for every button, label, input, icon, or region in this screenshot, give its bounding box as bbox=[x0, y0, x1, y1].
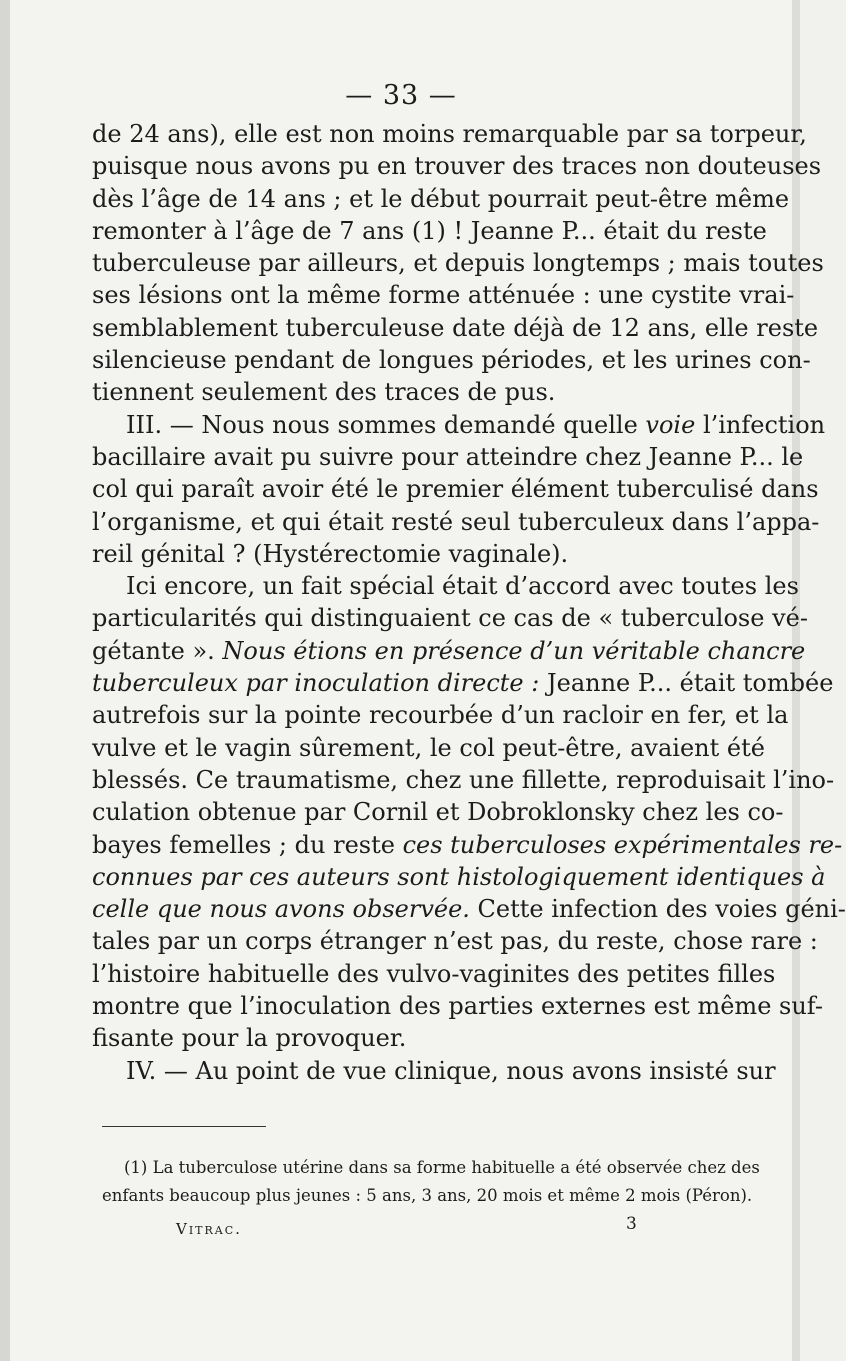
text-segment: Cette infection des voies géni- bbox=[469, 895, 846, 924]
text-segment: autrefois sur la pointe recourbée d’un racloir en fer, et la bbox=[92, 701, 789, 730]
italic-segment: connues par ces auteurs sont histologiquement identiques à bbox=[92, 862, 826, 891]
text-line bbox=[92, 409, 826, 441]
signature-mark: Vitrac. bbox=[176, 1220, 242, 1238]
text-segment: Ici encore, un fait spécial était d’accord avec toutes les bbox=[126, 572, 799, 601]
text-line bbox=[92, 1022, 718, 1054]
text-segment: l’histoire habituelle des vulvo-vaginites des petites filles bbox=[92, 959, 776, 988]
text-segment: vulve et le vagin sûrement, le col peut-être, avaient été bbox=[92, 733, 765, 762]
text-segment: gétante ». bbox=[92, 636, 223, 665]
page-number: — 33 — bbox=[345, 80, 457, 111]
text-segment: semblablement tuberculeuse date déjà de 12 ans, elle reste bbox=[92, 313, 819, 342]
sheet-number: 3 bbox=[626, 1214, 637, 1234]
text-line bbox=[92, 699, 789, 731]
text-line bbox=[92, 312, 819, 344]
footnote bbox=[102, 1154, 760, 1210]
text-line bbox=[92, 215, 767, 247]
text-line bbox=[92, 279, 795, 311]
text-segment: puisque nous avons pu en trouver des traces non douteuses bbox=[92, 152, 822, 181]
text-segment: reil génital ? (Hystérectomie vaginale). bbox=[92, 539, 569, 568]
text-segment: de 24 ans), elle est non moins remarquable par sa torpeur, bbox=[92, 120, 807, 148]
text-line bbox=[92, 893, 846, 925]
text-line bbox=[92, 441, 804, 473]
text-line bbox=[92, 925, 818, 957]
text-segment: dès l’âge de 14 ans ; et le début pourrait peut-être même bbox=[92, 184, 790, 213]
text-segment: III. — Nous nous sommes demandé quelle bbox=[126, 410, 646, 439]
footnote-separator bbox=[102, 1126, 266, 1127]
text-segment: tuberculeuse par ailleurs, et depuis longtemps ; mais toutes bbox=[92, 249, 824, 278]
text-line bbox=[92, 958, 776, 990]
text-line bbox=[92, 376, 718, 408]
text-segment: particularités qui distinguaient ce cas de « tuberculose vé- bbox=[92, 604, 808, 633]
text-segment: l’infection bbox=[695, 410, 826, 439]
footnote-line: enfants beaucoup plus jeunes : 5 ans, 3 ans, 20 mois et même 2 mois (Péron). bbox=[102, 1186, 753, 1205]
text-segment: Jeanne P... était tombée bbox=[539, 669, 834, 698]
text-line bbox=[92, 732, 765, 764]
italic-segment: Nous étions en présence d’un véritable chancre bbox=[222, 636, 806, 665]
italic-segment: tuberculeux par inoculation directe : bbox=[92, 669, 540, 698]
text-line bbox=[92, 990, 823, 1022]
text-line bbox=[92, 473, 819, 505]
text-line bbox=[92, 506, 820, 538]
text-line bbox=[92, 183, 790, 215]
text-line bbox=[92, 1055, 776, 1087]
text-line bbox=[92, 118, 807, 150]
text-segment: fisante pour la provoquer. bbox=[92, 1024, 407, 1053]
text-line bbox=[92, 150, 822, 182]
text-segment: silencieuse pendant de longues périodes, et les urines con- bbox=[92, 346, 811, 375]
text-line bbox=[92, 667, 834, 699]
text-segment: l’organisme, et qui était resté seul tuberculeux dans l’appa- bbox=[92, 507, 820, 536]
text-segment: remonter à l’âge de 7 ans (1) ! Jeanne P... était du reste bbox=[92, 216, 767, 245]
text-segment: culation obtenue par Cornil et Dobroklonsky chez les co- bbox=[92, 798, 784, 827]
text-segment: ses lésions ont la même forme atténuée : une cystite vrai- bbox=[92, 281, 795, 310]
text-segment: tales par un corps étranger n’est pas, du reste, chose rare : bbox=[92, 927, 818, 956]
text-line bbox=[92, 829, 843, 861]
text-line bbox=[92, 602, 808, 634]
italic-segment: celle que nous avons observée. bbox=[92, 895, 470, 924]
text-line bbox=[92, 538, 718, 570]
text-segment: bayes femelles ; du reste bbox=[92, 830, 403, 859]
text-line bbox=[92, 570, 799, 602]
text-segment: blessés. Ce traumatisme, chez une fillette, reproduisait l’ino- bbox=[92, 765, 835, 794]
text-line bbox=[92, 861, 826, 893]
italic-segment: ces tuberculoses expérimentales re- bbox=[402, 830, 843, 859]
text-segment: bacillaire avait pu suivre pour atteindre chez Jeanne P... le bbox=[92, 442, 804, 471]
text-segment: IV. — Au point de vue clinique, nous avons insisté sur bbox=[126, 1056, 776, 1085]
body-text bbox=[92, 118, 846, 1087]
italic-segment: voie bbox=[645, 410, 696, 439]
text-line bbox=[92, 635, 806, 667]
text-line bbox=[92, 247, 824, 279]
text-line bbox=[92, 796, 784, 828]
text-segment: montre que l’inoculation des parties externes est même suf- bbox=[92, 992, 823, 1021]
footnote-line: (1) La tuberculose utérine dans sa forme habituelle a été observée chez des bbox=[124, 1158, 760, 1177]
text-segment: tiennent seulement des traces de pus. bbox=[92, 378, 556, 407]
text-line bbox=[92, 764, 835, 796]
text-segment: col qui paraît avoir été le premier élément tuberculisé dans bbox=[92, 475, 819, 504]
text-line bbox=[92, 344, 811, 376]
